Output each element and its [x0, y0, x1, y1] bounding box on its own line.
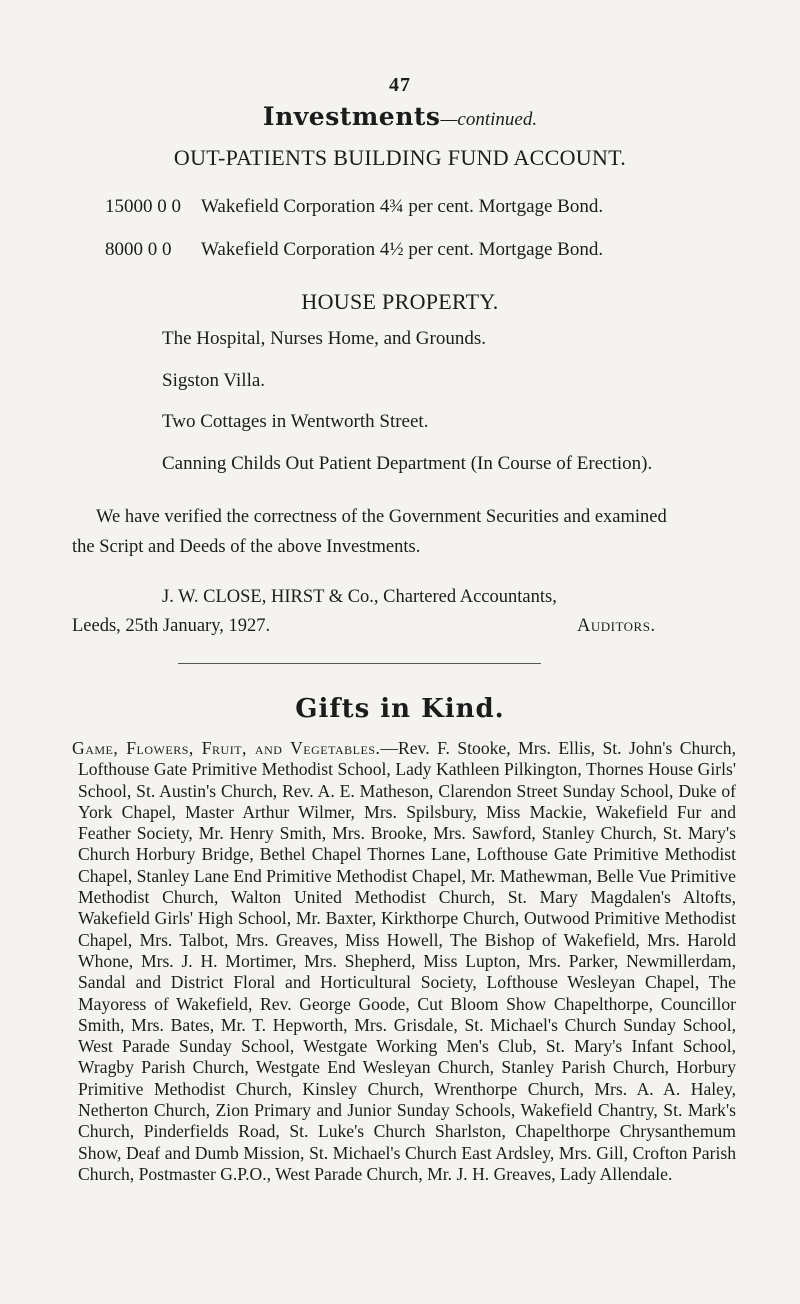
section-title [0, 102, 800, 132]
auditors-place-date: Leeds, 25th January, 1927. [72, 616, 271, 636]
property-item: Two Cottages in Wentworth Street. [162, 411, 429, 432]
section-continued: —continued. [440, 109, 538, 130]
verification-line-2: the Script and Deeds of the above Investments. [72, 537, 421, 557]
verification-line-1: We have verified the correctness of the Government Securities and examined [96, 507, 667, 527]
house-property-heading: HOUSE PROPERTY. [301, 289, 499, 314]
auditors-firm: J. W. CLOSE, HIRST & Co., Chartered Accountants, [162, 587, 557, 607]
investment-description: Wakefield Corporation 4¾ per cent. Mortgage Bond. [201, 196, 604, 217]
gifts-paragraph [72, 738, 736, 1185]
investment-amount: 8000 0 0 [105, 239, 172, 260]
outpatients-heading: OUT-PATIENTS BUILDING FUND ACCOUNT. [173, 145, 627, 170]
gifts-text: —Rev. F. Stooke, Mrs. Ellis, St. John's Church, Lofthouse Gate Primitive Methodist School, Lady Kathleen Pilkington, Thornes House Girls' School, St. Austin's Church, Rev. A. E. Matheson, Clarendon Street Sunday School, Duke of York Chapel, Master Arthur Wilmer, Mrs. Spilsbury, Miss Mackie, Wakefield Fur and Feather Society, Mr. Henry Smith, Mrs. Brooke, Mrs. Sawford, Stanley Church, St. Mary's Church Horbury Bridge, Bethel Chapel Thornes Lane, Lofthouse Gate Primitive Methodist Chapel, Stanley Lane End Primitive Methodist Chapel, Mr. Mathewman, Belle Vue Primitive Methodist Church, Walton United Methodist Church, St. Mary Magdalen's Altofts, Wakefield Girls' High School, Mr. Baxter, Kirkthorpe Church, Outwood Primitive Methodist Chapel, Mrs. Talbot, Mrs. Greaves, Miss Howell, The Bishop of Wakefield, Mrs. Harold Whone, Mrs. J. H. Mortimer, Mrs. Shepherd, Miss Lupton, Mrs. Parker, Newmillerdam, Sandal and District Floral and Horticultural Society, Lofthouse Wesleyan Chapel, The Mayoress of Wakefield, Rev. George Goode, Cut Bloom Show Chapelthorpe, Councillor Smith, Mrs. Bates, Mr. T. Hepworth, Mrs. Grisdale, St. Michael's Church Sunday School, West Parade Sunday School, Westgate Working Men's Club, St. Mary's Infant School, Wragby Parish Church, Westgate End Wesleyan Church, Stanley Parish Church, Horbury Primitive Methodist Church, Kinsley Church, Wrenthorpe Church, Mrs. A. A. Haley, Netherton Church, Zion Primary and Junior Sunday Schools, Wakefield Chantry, St. Mark's Church, Pinderfields Road, St. Luke's Church Sharlston, Chapelthorpe Chrysanthemum Show, Deaf and Dumb Mission, St. Michael's Church East Ardsley, Mrs. Gill, Crofton Parish Church, Postmaster G.P.O., West Parade Church, Mr. J. H. Greaves, Lady Allendale. [78, 738, 736, 1184]
section-title-text: Investments [262, 102, 441, 131]
page-number: 47 [389, 74, 411, 96]
property-item: Sigston Villa. [162, 370, 266, 391]
investment-row [105, 196, 603, 218]
property-item: Canning Childs Out Patient Department (In Course of Erection). [162, 453, 653, 474]
property-item: The Hospital, Nurses Home, and Grounds. [162, 328, 487, 349]
auditors-role: Auditors. [577, 616, 656, 636]
gifts-title: Gifts in Kind. [295, 694, 505, 724]
investment-description: Wakefield Corporation 4½ per cent. Mortgage Bond. [201, 239, 604, 260]
investment-row [105, 239, 603, 261]
gifts-lead: Game, Flowers, Fruit, and Vegetables. [72, 738, 381, 758]
investment-amount: 15000 0 0 [105, 196, 181, 217]
section-divider [178, 663, 541, 664]
